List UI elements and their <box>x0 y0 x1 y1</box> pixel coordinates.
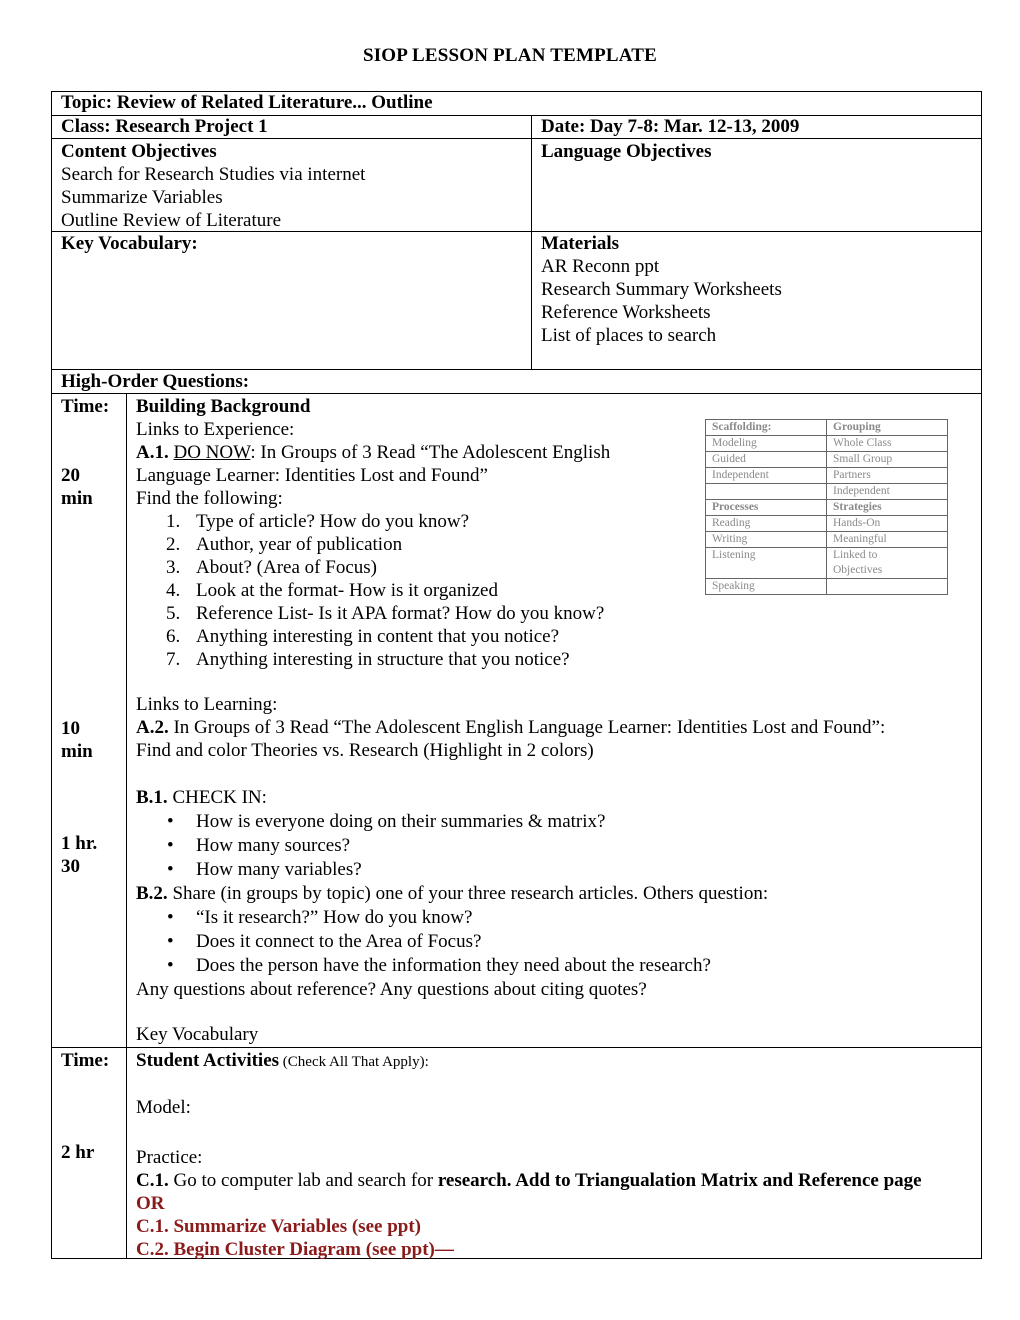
student-activities-heading: Student Activities (Check All That Apply): <box>136 1050 429 1071</box>
list-item: • Does the person have the information they need about the research? <box>167 955 711 976</box>
table-right-border <box>981 91 982 1259</box>
content-objectives <box>52 140 530 232</box>
materials-item: List of places to search <box>541 325 717 346</box>
table-cell <box>706 563 827 579</box>
list-item: • How many sources? <box>167 835 351 856</box>
links-to-experience: Links to Experience: <box>136 419 295 440</box>
time-value: 1 hr. 30 <box>61 833 98 877</box>
row-divider <box>51 1047 982 1048</box>
or-label: OR <box>136 1193 165 1214</box>
list-item: 3. About? (Area of Focus) <box>166 557 377 578</box>
materials-item: AR Reconn ppt <box>541 256 660 277</box>
content-objective-item: Summarize Variables <box>61 187 223 208</box>
activity-a1: A.1. DO NOW: In Groups of 3 Read “The Adolescent English <box>136 442 611 463</box>
table-cell: Modeling <box>706 436 827 452</box>
time-value: 20 min <box>61 465 93 509</box>
list-item: • How is everyone doing on their summaries & matrix? <box>167 811 606 832</box>
list-item: 6. Anything interesting in content that you notice? <box>166 626 560 647</box>
table-cell: Independent <box>706 468 827 484</box>
time-label: Time: <box>61 396 110 417</box>
table-cell: Scaffolding: <box>706 420 827 436</box>
activity-c2: C.2. Begin Cluster Diagram (see ppt)— <box>136 1239 454 1260</box>
content-objectives-heading: Content Objectives <box>61 141 217 162</box>
share-list <box>136 906 968 978</box>
table-cell: Partners <box>827 468 948 484</box>
activity-a1-cont: Language Learner: Identities Lost and Found” <box>136 465 488 486</box>
time-value: 10 min <box>61 718 93 762</box>
row-divider <box>51 138 982 139</box>
list-item: • “Is it research?” How do you know? <box>167 907 473 928</box>
materials-item: Reference Worksheets <box>541 302 711 323</box>
check-in-list <box>136 810 968 882</box>
section-heading: Building Background <box>136 396 311 417</box>
table-cell: Small Group <box>827 452 948 468</box>
language-objectives-heading: Language Objectives <box>541 141 712 162</box>
table-cell: Linked to <box>827 548 948 564</box>
time-label: Time: <box>61 1050 110 1071</box>
activity-a2-cont: Find and color Theories vs. Research (Highlight in 2 colors) <box>136 740 594 761</box>
topic-text: Topic: Review of Related Literature... Outline <box>61 92 433 113</box>
page-title: SIOP LESSON PLAN TEMPLATE <box>362 45 658 66</box>
table-cell <box>706 484 827 500</box>
activity-c1-alt: C.1. Summarize Variables (see ppt) <box>136 1216 421 1237</box>
table-cell: Independent <box>827 484 948 500</box>
class-text: Class: Research Project 1 <box>61 116 268 137</box>
find-following: Find the following: <box>136 488 283 509</box>
model-label: Model: <box>136 1097 191 1118</box>
siop-features-table <box>705 419 948 595</box>
activity-b2: B.2. Share (in groups by topic) one of your three research articles. Others question: <box>136 883 769 904</box>
activity-b1: B.1. CHECK IN: <box>136 787 267 808</box>
list-item: • Does it connect to the Area of Focus? <box>167 931 482 952</box>
list-item: 5. Reference List- Is it APA format? How do you know? <box>166 603 605 624</box>
table-cell: Grouping <box>827 420 948 436</box>
key-vocabulary-footer: Key Vocabulary <box>136 1024 259 1045</box>
materials-heading: Materials <box>541 233 620 254</box>
list-item: • How many variables? <box>167 859 362 880</box>
table-cell <box>827 579 948 595</box>
activity-a2: A.2. In Groups of 3 Read “The Adolescent English Language Learner: Identities Lost and Found”: <box>136 717 886 738</box>
list-item: 1. Type of article? How do you know? <box>166 511 470 532</box>
student-activities <box>127 1049 979 1261</box>
list-item: 4. Look at the format- How is it organized <box>166 580 498 601</box>
links-to-learning-block <box>127 693 977 762</box>
any-questions: Any questions about reference? Any questions about citing quotes? <box>136 979 647 1000</box>
content-objective-item: Outline Review of Literature <box>61 210 282 231</box>
table-cell: Speaking <box>706 579 827 595</box>
practice-label: Practice: <box>136 1147 203 1168</box>
table-cell: Listening <box>706 548 827 564</box>
date-text: Date: Day 7-8: Mar. 12-13, 2009 <box>541 116 800 137</box>
table-cell: Guided <box>706 452 827 468</box>
activity-c1: C.1. Go to computer lab and search for research. Add to Triangualation Matrix and Reference page <box>136 1170 922 1191</box>
table-cell: Writing <box>706 532 827 548</box>
list-item: 2. Author, year of publication <box>166 534 403 555</box>
table-cell: Whole Class <box>827 436 948 452</box>
key-vocabulary-heading: Key Vocabulary: <box>61 233 198 254</box>
table-cell: Strategies <box>827 500 948 516</box>
materials-item: Research Summary Worksheets <box>541 279 782 300</box>
content-objective-item: Search for Research Studies via internet <box>61 164 366 185</box>
list-item: 7. Anything interesting in structure that you notice? <box>166 649 570 670</box>
table-cell: Reading <box>706 516 827 532</box>
check-in-block <box>127 786 977 1046</box>
table-cell: Hands-On <box>827 516 948 532</box>
table-cell: Meaningful <box>827 532 948 548</box>
table-cell: Objectives <box>827 563 948 579</box>
table-cell: Processes <box>706 500 827 516</box>
high-order-questions: High-Order Questions: <box>61 371 250 392</box>
links-to-learning: Links to Learning: <box>136 694 278 715</box>
table-left-border <box>51 91 52 1259</box>
time-value: 2 hr <box>61 1142 95 1163</box>
row-divider <box>51 393 982 394</box>
materials <box>532 232 980 347</box>
